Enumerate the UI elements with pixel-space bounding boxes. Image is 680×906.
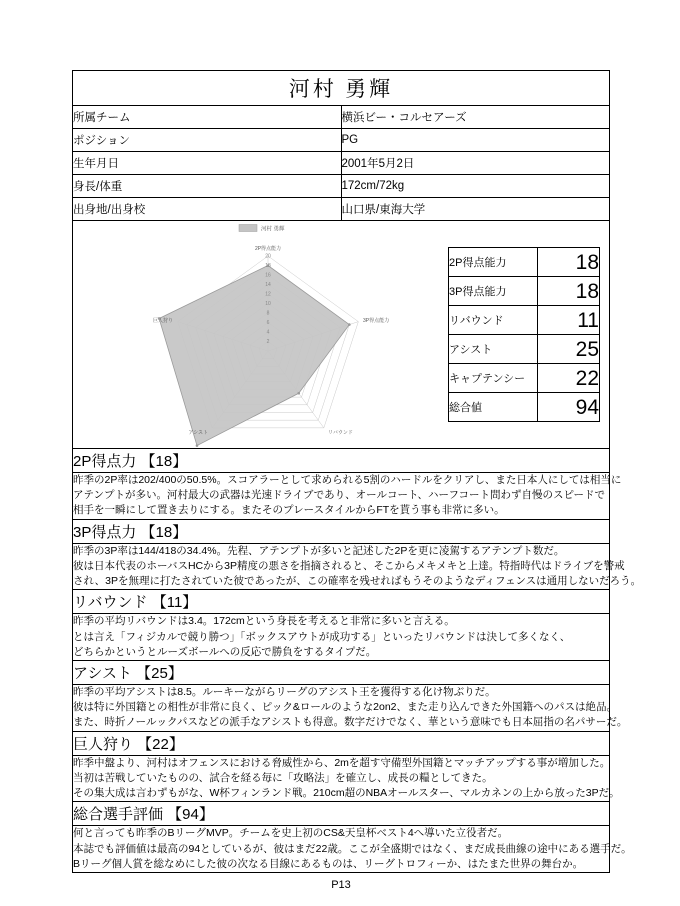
stat-value-overall: 94 bbox=[538, 393, 600, 422]
section-line: 昨季の平均アシストは8.5。ルーキーながらリーグのアシスト王を獲得する化け物ぶりだ。 bbox=[73, 685, 496, 698]
section-body-giant-hunting bbox=[73, 755, 620, 802]
radar-chart-svg bbox=[73, 221, 443, 448]
svg-text:12: 12 bbox=[265, 291, 271, 298]
section-line: 相手を一瞬にして置き去りにする。またそのプレースタイルからFTを貰う事も非常に多い。 bbox=[73, 504, 505, 517]
section-heading-row-rebound bbox=[73, 590, 610, 614]
bio-value-size: 172cm/72kg bbox=[341, 175, 610, 198]
section-body-assist bbox=[73, 684, 628, 731]
bio-row-origin bbox=[73, 198, 610, 221]
section-body-row-overall bbox=[73, 826, 610, 873]
bio-label-position: ポジション bbox=[73, 129, 342, 152]
axis-label-2p: 2P得点能力 bbox=[254, 246, 282, 252]
section-body-row-rebound bbox=[73, 614, 610, 661]
stat-name-3p: 3P得点能力 bbox=[449, 277, 538, 306]
chart-legend bbox=[239, 225, 285, 233]
section-body-row-3p bbox=[73, 543, 610, 590]
section-heading-3p: 3P得点力 【18】 bbox=[73, 519, 610, 543]
section-heading-2p: 2P得点力 【18】 bbox=[73, 449, 610, 473]
stat-row-assist bbox=[449, 335, 600, 364]
section-line: 昨季の3P率は144/418の34.4%。先程、アテンプトが多いと記述した2Pを更に凌駕するアテンプト数だ。 bbox=[73, 544, 565, 557]
page-number: P13 bbox=[331, 878, 351, 891]
bio-value-position: PG bbox=[341, 129, 610, 152]
axis-label-assist: アシスト bbox=[188, 430, 208, 436]
stat-row-captaincy bbox=[449, 364, 600, 393]
axis-label-rebound: リバウンド bbox=[328, 430, 353, 436]
stat-name-overall: 総合値 bbox=[449, 393, 538, 422]
section-line: 何と言っても昨季のBリーグMVP。チームを史上初のCS&天皇杯ベスト4へ導いた立役者だ。 bbox=[73, 827, 509, 840]
svg-text:14: 14 bbox=[265, 282, 271, 288]
section-line: 昨季の2P率は202/400の50.5%。スコアラーとして求められる5割のハードルをクリアし、また日本人にしては相当に bbox=[73, 474, 622, 486]
bio-label-birthdate: 生年月日 bbox=[73, 152, 342, 175]
section-line: とは言え「フィジカルで競り勝つ」「ボックスアウトが成功する」といったリバウンドは決して多くなく、 bbox=[73, 630, 571, 643]
section-body-overall bbox=[73, 826, 632, 873]
bio-row-birthdate bbox=[73, 152, 610, 175]
section-line: アテンプトが多い。河村最大の武器は光速ドライブであり、オールコート、ハーフコート問わず自慢のスピードで bbox=[73, 489, 606, 502]
section-heading-row-overall bbox=[73, 802, 610, 826]
svg-text:6: 6 bbox=[266, 320, 270, 326]
section-line: 彼は日本代表のホーバスHCから3P精度の悪さを指摘されると、そこからメキメキと上達。特指時代はドライブを警戒 bbox=[73, 559, 625, 572]
section-line: 昨季の平均リバウンドは3.4。172cmという身長を考えると非常に多いと言える。 bbox=[73, 615, 455, 628]
section-body-3p bbox=[73, 543, 642, 590]
stat-row-3p bbox=[449, 277, 600, 306]
stats-panel bbox=[443, 221, 609, 448]
section-line: 当初は苦戦していたものの、試合を経る毎に「攻略法」を確立し、成長の糧としてきた。 bbox=[73, 771, 493, 784]
stat-value-captaincy: 22 bbox=[538, 364, 600, 393]
stat-value-assist: 25 bbox=[538, 335, 600, 364]
section-heading-row-2p bbox=[73, 449, 610, 473]
section-heading-giant-hunting: 巨人狩り 【22】 bbox=[73, 731, 610, 755]
stat-value-2p: 18 bbox=[538, 248, 600, 277]
legend-label-text: 河村 勇輝 bbox=[261, 226, 285, 233]
stat-name-2p: 2P得点能力 bbox=[449, 248, 538, 277]
stat-name-assist: アシスト bbox=[449, 335, 538, 364]
section-line: どちらかというとルーズボールへの反応で勝負をするタイプだ。 bbox=[73, 645, 377, 658]
player-profile-sheet bbox=[72, 70, 642, 891]
page-title: 河村 勇輝 bbox=[73, 71, 610, 106]
section-heading-assist: アシスト 【25】 bbox=[73, 660, 610, 684]
section-line: 本誌でも評価値は最高の94としているが、彼はまだ22歳。ここが全盛期ではなく、まだ成長曲線の途中にある選手だ。 bbox=[73, 842, 632, 855]
section-line: また、時折ノールックパスなどの派手なアシストも得意。数字だけでなく、華という意味でも日本屈指の名パサーだ。 bbox=[73, 716, 628, 729]
stat-value-rebound: 11 bbox=[538, 306, 600, 335]
svg-text:10: 10 bbox=[265, 301, 271, 307]
section-body-2p bbox=[73, 473, 622, 520]
svg-text:18: 18 bbox=[265, 263, 271, 269]
section-body-row-giant-hunting bbox=[73, 755, 610, 802]
stats-table bbox=[448, 247, 600, 422]
bio-row-position bbox=[73, 129, 610, 152]
legend-swatch bbox=[239, 225, 257, 232]
section-heading-rebound: リバウンド 【11】 bbox=[73, 590, 610, 614]
chart-stats-cell bbox=[73, 221, 610, 449]
bio-value-origin: 山口県/東海大学 bbox=[341, 198, 610, 221]
svg-text:20: 20 bbox=[265, 253, 271, 260]
chart-and-stats-row bbox=[73, 221, 610, 449]
bio-value-birthdate: 2001年5月2日 bbox=[341, 152, 610, 175]
bio-value-team: 横浜ビー・コルセアーズ bbox=[341, 106, 610, 129]
section-line: その集大成は言わずもがな、W杯フィンランド戦。210cm超のNBAオールスター、マルカネンの上から放った3Pだ。 bbox=[73, 787, 620, 800]
bio-label-origin: 出身地/出身校 bbox=[73, 198, 342, 221]
section-line: され、3Pを無理に打たされていた彼であったが、この確率を残せればもうそのようなディフェンスは通用しないだろう。 bbox=[73, 575, 642, 588]
bio-label-size: 身長/体重 bbox=[73, 175, 342, 198]
section-heading-row-3p bbox=[73, 519, 610, 543]
section-heading-overall: 総合選手評価 【94】 bbox=[73, 802, 610, 826]
bio-label-team: 所属チーム bbox=[73, 106, 342, 129]
section-line: 昨季中盤より、河村はオフェンスにおける脅威性から、2mを超す守備型外国籍とマッチアップする事が増加した。 bbox=[73, 756, 611, 769]
stat-name-captaincy: キャプテンシー bbox=[449, 364, 538, 393]
section-heading-row-giant-hunting bbox=[73, 731, 610, 755]
section-body-rebound bbox=[73, 614, 610, 661]
radar-chart bbox=[73, 221, 443, 448]
axis-label-giant-hunting: 巨人狩り bbox=[152, 318, 173, 324]
radar-data-polygon bbox=[159, 266, 349, 446]
stat-value-3p: 18 bbox=[538, 277, 600, 306]
title-row bbox=[73, 71, 610, 106]
bio-row-size bbox=[73, 175, 610, 198]
section-body-row-2p bbox=[73, 473, 610, 520]
stat-name-rebound: リバウンド bbox=[449, 306, 538, 335]
section-body-row-assist bbox=[73, 684, 610, 731]
svg-text:16: 16 bbox=[265, 272, 271, 279]
axis-label-3p: 3P得点能力 bbox=[363, 318, 390, 324]
section-line: Bリーグ個人賞を総なめにした彼の次なる目線にあるものは、リーグトロフィーか、はたまた世界の舞台か。 bbox=[73, 857, 584, 870]
svg-text:8: 8 bbox=[266, 310, 270, 317]
profile-table bbox=[72, 70, 642, 873]
svg-text:2: 2 bbox=[266, 339, 270, 345]
stat-row-2p bbox=[449, 248, 600, 277]
stat-row-overall bbox=[449, 393, 600, 422]
bio-row-team bbox=[73, 106, 610, 129]
section-heading-row-assist bbox=[73, 660, 610, 684]
svg-text:4: 4 bbox=[266, 329, 270, 336]
section-line: 彼は特に外国籍との相性が非常に良く、ピック&ロールのような2on2、また走り込んできた外国籍へのパスは絶品。 bbox=[73, 701, 618, 714]
stat-row-rebound bbox=[449, 306, 600, 335]
